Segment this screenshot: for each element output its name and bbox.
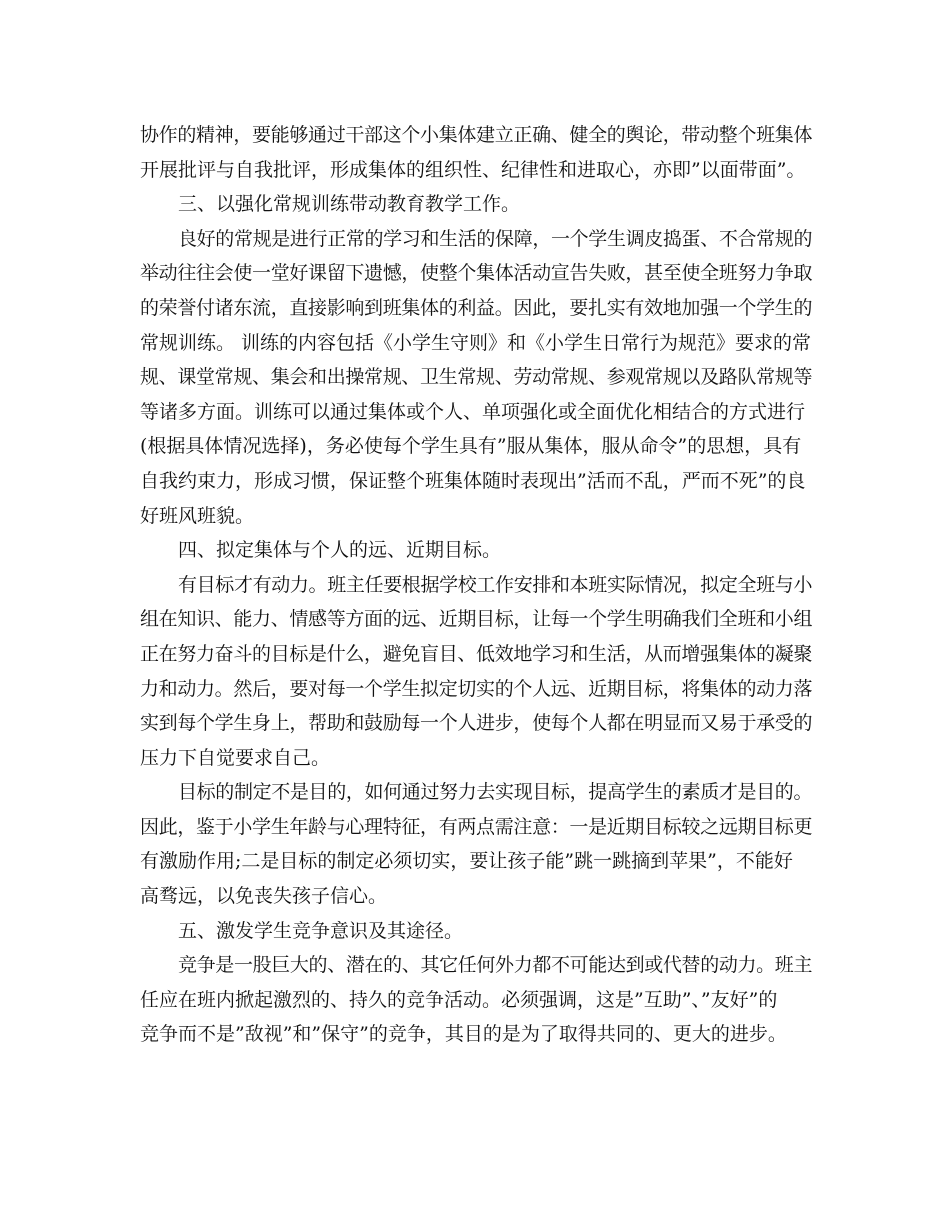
text-line: 目标的制定不是目的，如何通过努力去实现目标，提高学生的素质才是目的。 <box>178 781 813 804</box>
text-line: 力和动力。然后，要对每一个学生拟定切实的个人远、近期目标，将集体的动力落 <box>140 677 813 700</box>
text-line: 高骛远，以免丧失孩子信心。 <box>140 885 388 908</box>
text-line: 协作的精神，要能够通过干部这个小集体建立正确、健全的舆论，带动整个班集体 <box>140 124 813 146</box>
text-line: 好班风班貌。 <box>140 504 255 527</box>
text-line: 竞争而不是”敌视”和”保守”的竞争，其目的是为了取得共同的、更大的进步。 <box>140 1023 787 1046</box>
text-line: 因此，鉴于小学生年龄与心理特征，有两点需注意：一是近期目标较之远期目标更 <box>140 815 813 838</box>
text-line: 自我约束力，形成习惯，保证整个班集体随时表现出”活而不乱，严而不死”的良 <box>140 469 806 492</box>
document-page <box>140 118 812 1052</box>
text-line: 五、激发学生竞争意识及其途径。 <box>178 919 464 942</box>
text-line: 压力下自觉要求自己。 <box>140 746 331 769</box>
text-line: 三、以强化常规训练带动教育教学工作。 <box>178 193 521 216</box>
text-line: 的荣誉付诸东流，直接影响到班集体的利益。因此，要扎实有效地加强一个学生的 <box>140 296 813 319</box>
text-line: 良好的常规是进行正常的学习和生活的保障，一个学生调皮捣蛋、不合常规的 <box>178 227 813 250</box>
text-line: 开展批评与自我批评，形成集体的组织性、纪律性和进取心，亦即”以面带面”。 <box>140 158 806 181</box>
text-line: 正在努力奋斗的目标是什么，避免盲目、低效地学习和生活，从而增强集体的凝聚 <box>140 642 813 665</box>
text-line: 有目标才有动力。班主任要根据学校工作安排和本班实际情况，拟定全班与小 <box>178 573 813 596</box>
text-line: 等诸多方面。训练可以通过集体或个人、单项强化或全面优化相结合的方式进行 <box>140 400 806 423</box>
text-line: 规、课堂常规、集会和出操常规、卫生常规、劳动常规、参观常规以及路队常规等 <box>140 366 813 389</box>
text-line: 四、拟定集体与个人的远、近期目标。 <box>178 539 502 562</box>
text-line: 举动往往会使一堂好课留下遗憾，使整个集体活动宣告失败，甚至使全班努力争取 <box>140 262 813 285</box>
text-line: 组在知识、能力、情感等方面的远、近期目标，让每一个学生明确我们全班和小组 <box>140 608 813 631</box>
text-line: 实到每个学生身上，帮助和鼓励每一个人进步，使每个人都在明显而又易于承受的 <box>140 712 813 735</box>
text-line: 任应在班内掀起激烈的、持久的竞争活动。必须强调，这是”互助”、”友好”的 <box>140 988 778 1011</box>
text-line: 常规训练。 训练的内容包括《小学生守则》和《小学生日常行为规范》要求的常 <box>140 331 812 354</box>
text-line: (根据具体情况选择)，务必使每个学生具有”服从集体，服从命令”的思想，具有 <box>140 435 802 458</box>
text-line: 竞争是一股巨大的、潜在的、其它任何外力都不可能达到或代替的动力。班主 <box>178 954 813 977</box>
text-line: 有激励作用;二是目标的制定必须切实，要让孩子能”跳一跳摘到苹果”，不能好 <box>140 850 793 873</box>
